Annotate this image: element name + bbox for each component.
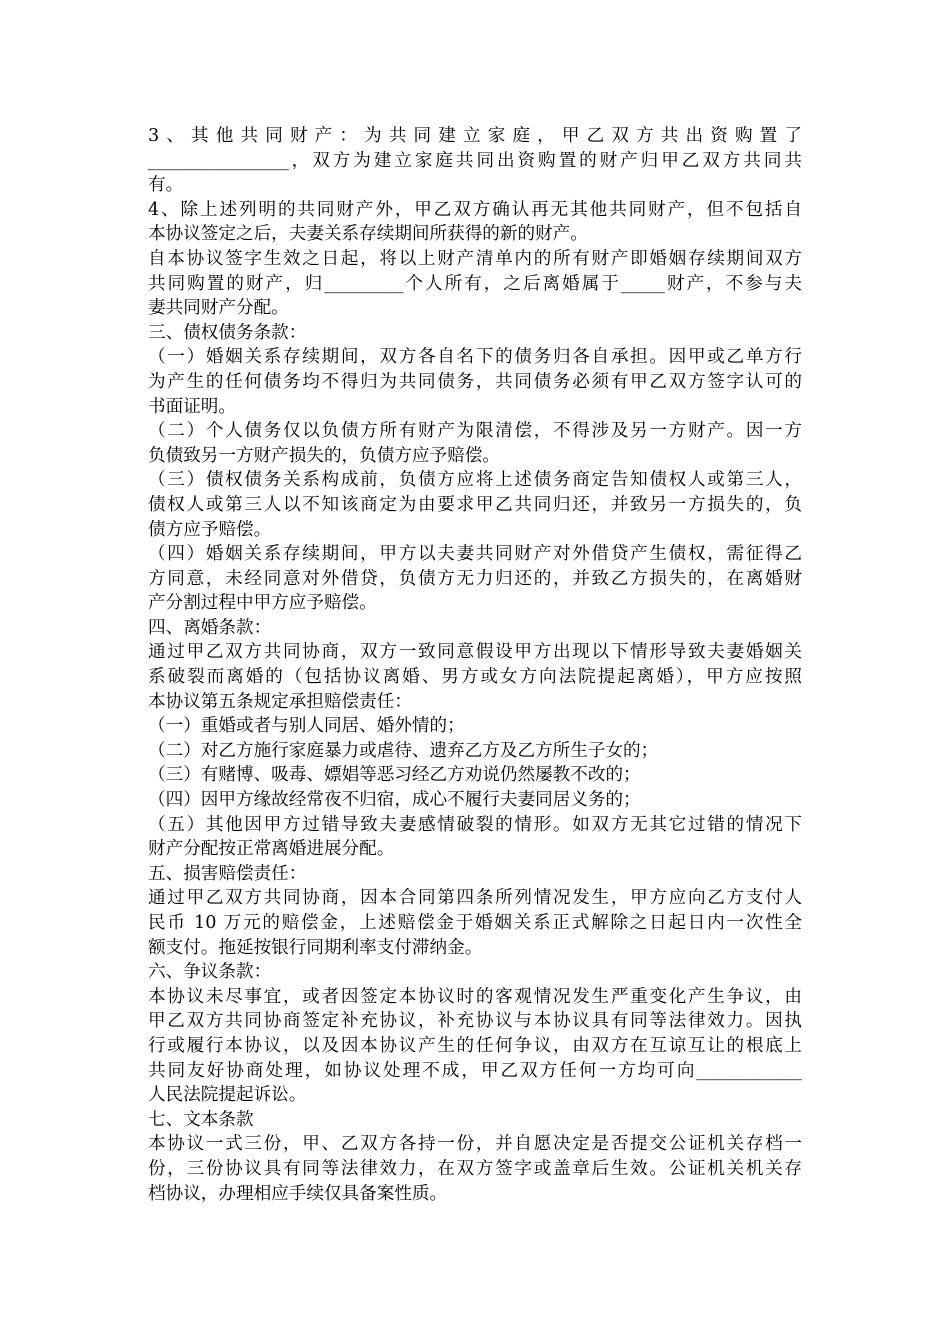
text-line: 本协议签定之后，夫妻关系存续期间所获得的新的财产。 [148,224,588,245]
text-line: （五）其他因甲方过错导致夫妻感情破裂的情形。如双方无其它过错的情况下 [148,814,802,835]
text-line: 人民法院提起诉讼。 [148,1085,307,1106]
text-line: （四）因甲方缘故经常夜不归宿，成心不履行夫妻同居义务的； [148,790,641,811]
text-line: （四）婚姻关系存续期间，甲方以夫妻共同财产对外借贷产生债权，需征得乙 [148,544,802,565]
text-line: 3、其他共同财产：为共同建立家庭，甲乙双方共出资购置了 [148,126,802,146]
section-heading: 五、损害赔偿责任： [148,863,307,884]
text-line: 债方应予赔偿。 [148,519,272,540]
text-line: 共同友好协商处理，如协议处理不成，甲乙双方任何一方均可向____________ [148,1060,802,1081]
text-line: 产分割过程中甲方应予赔偿。 [148,593,377,614]
text-line: 本协议第五条规定承担赔偿责任： [148,691,412,712]
text-line: 甲乙双方共同协商签定补充协议，补充协议与本协议具有同等法律效力。因执 [148,1011,802,1032]
text-line: 行或履行本协议，以及因本协议产生的任何争议，由双方在互谅互让的根底上 [148,1035,802,1056]
text-line: 系破裂而离婚的（包括协议离婚、男方或女方向法院提起离婚），甲方应按照 [148,667,802,688]
text-line: 份，三份协议具有同等法律效力，在双方签字或盖章后生效。公证机关机关存 [148,1158,802,1179]
section-heading: 六、争议条款： [148,962,272,983]
text-line: 4、除上述列明的共同财产外，甲乙双方确认再无其他共同财产，但不包括自 [148,199,802,220]
text-line: 本协议一式三份，甲、乙双方各持一份，并自愿决定是否提交公证机关存档一 [148,1134,802,1155]
text-line: （三）债权债务关系构成前，负债方应将上述债务商定告知债权人或第三人， [148,470,802,491]
text-line: （二）个人债务仅以负债方所有财产为限清偿，不得涉及另一方财产。因一方 [148,421,802,442]
text-line: 财产分配按正常离婚进展分配。 [148,839,395,860]
text-line: 民币 10 万元的赔偿金，上述赔偿金于婚姻关系正式解除之日起日内一次性全 [148,913,802,933]
text-line: 通过甲乙双方共同协商，因本合同第四条所列情况发生，甲方应向乙方支付人 [148,888,802,909]
text-line: 负债致另一方财产损失的，负债方应予赔偿。 [148,445,500,466]
text-line: （三）有赌博、吸毒、嫖娼等恶习经乙方劝说仍然屡教不改的； [148,765,641,786]
text-line: （一）重婚或者与别人同居、婚外情的； [148,716,465,737]
text-line: 档协议，办理相应手续仅具备案性质。 [148,1183,448,1204]
text-line: 有。 [148,175,184,196]
text-run: ，双方为建立家庭共同出资购置的财产归甲乙双方共同共 [288,150,802,171]
text-line: 自本协议签字生效之日起，将以上财产清单内的所有财产即婚姻存续期间双方 [148,248,802,269]
text-line: （一）婚姻关系存续期间，双方各自名下的债务归各自承担。因甲或乙单方行 [148,347,802,368]
fill-blank: ________________ [148,150,289,171]
text-line: 额支付。拖延按银行同期利率支付滞纳金。 [148,937,483,958]
section-heading: 七、文本条款 [148,1109,254,1130]
text-line: （二）对乙方施行家庭暴力或虐待、遗弃乙方及乙方所生子女的； [148,740,659,761]
text-line: 为产生的任何债务均不得归为共同债务，共同债务必须有甲乙双方签字认可的 [148,371,802,392]
text-line: 共同购置的财产，归_________个人所有，之后离婚属于_____财产，不参与夫 [148,273,802,294]
text-line: 妻共同财产分配。 [148,298,289,319]
section-heading: 四、离婚条款： [148,617,272,638]
section-heading: 三、债权债务条款： [148,322,307,343]
text-line: 债权人或第三人以不知该商定为由要求甲乙共同归还，并致另一方损失的，负 [148,494,802,515]
text-line [148,149,802,174]
text-line: 书面证明。 [148,396,236,417]
text-line: 方同意，未经同意对外借贷，负债方无力归还的，并致乙方损失的，在离婚财 [148,568,802,589]
text-line: 通过甲乙双方共同协商，双方一致同意假设甲方出现以下情形导致夫妻婚姻关 [148,642,802,663]
document-body [148,124,802,1206]
text-line: 本协议未尽事宜，或者因签定本协议时的客观情况发生严重变化产生争议，由 [148,986,802,1007]
